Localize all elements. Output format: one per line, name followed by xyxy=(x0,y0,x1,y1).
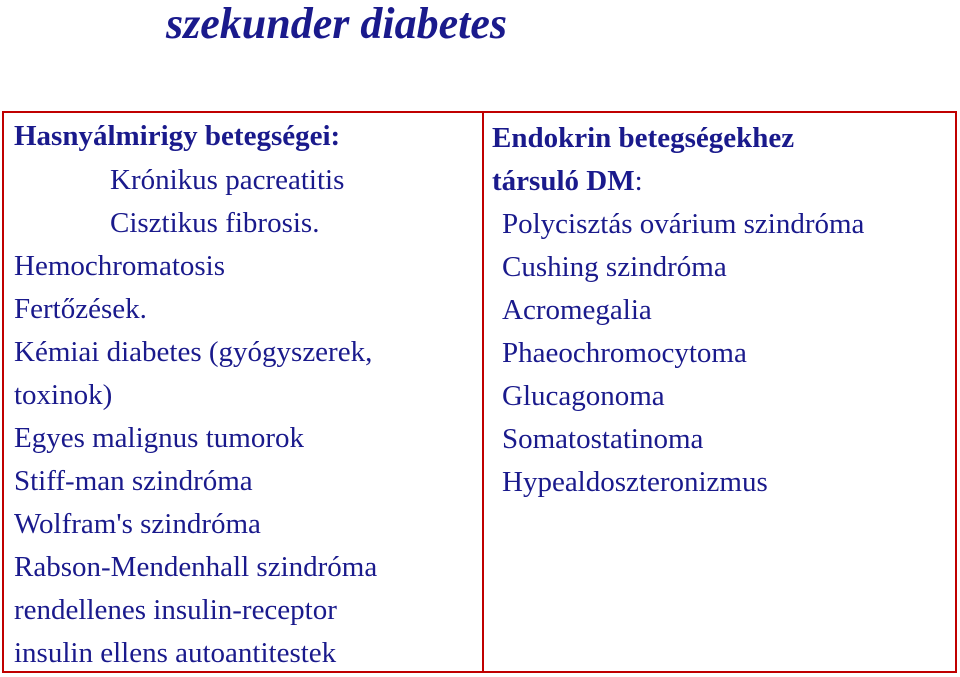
list-item: Kémiai diabetes (gyógyszerek, xyxy=(14,336,373,368)
list-item: Hypealdoszteronizmus xyxy=(502,466,768,498)
list-item: Rabson-Mendenhall szindróma xyxy=(14,551,378,583)
list-item: Wolfram's szindróma xyxy=(14,508,261,540)
right-heading-line1: Endokrin betegségekhez xyxy=(492,122,795,154)
list-item: Somatostatinoma xyxy=(502,423,704,455)
list-item: Stiff-man szindróma xyxy=(14,465,253,497)
left-column xyxy=(4,113,484,671)
right-heading-line2 xyxy=(492,164,643,198)
list-item: Hemochromatosis xyxy=(14,250,226,282)
list-item: rendellenes insulin-receptor xyxy=(14,594,337,626)
list-item: Cisztikus fibrosis. xyxy=(110,207,320,239)
content-table xyxy=(2,111,957,673)
list-item: Fertőzések. xyxy=(14,293,147,325)
list-item: Polycisztás ovárium szindróma xyxy=(502,208,865,240)
right-column xyxy=(484,113,955,671)
left-heading: Hasnyálmirigy betegségei: xyxy=(14,120,341,152)
list-item: Glucagonoma xyxy=(502,380,665,412)
list-item: toxinok) xyxy=(14,379,113,411)
right-heading-text: társuló DM xyxy=(492,165,635,197)
list-item: Phaeochromocytoma xyxy=(502,337,747,369)
list-item: Acromegalia xyxy=(502,294,652,326)
list-item: Egyes malignus tumorok xyxy=(14,422,304,454)
right-heading-colon: : xyxy=(634,165,643,197)
list-item: Cushing szindróma xyxy=(502,251,727,283)
list-item: insulin ellens autoantitestek xyxy=(14,637,337,669)
list-item: Krónikus pacreatitis xyxy=(110,164,345,196)
page-title: szekunder diabetes xyxy=(166,0,507,48)
